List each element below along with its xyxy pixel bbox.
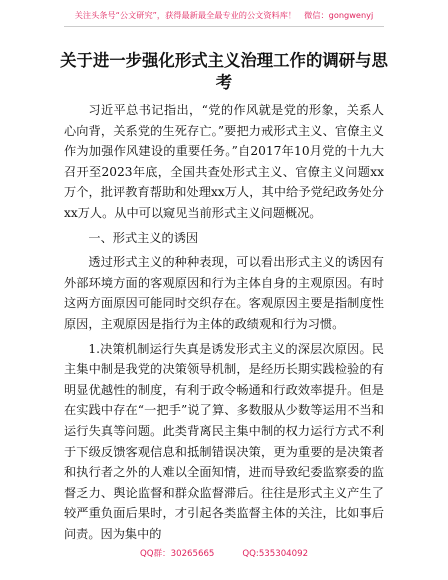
header-notice: 关注头条号“公文研究”，获得最新最全最专业的公文资料库！ (74, 10, 297, 20)
document-title: 关于进一步强化形式主义治理工作的调研与思考 (60, 51, 388, 92)
section-heading: 一、形式主义的诱因 (88, 230, 199, 245)
intro-paragraph: 习近平总书记指出，“党的作风就是党的形象，关系人心向背，关系党的生死存亡。”要把力戒形式主义、官僚主义作为加强作风建设的重要任务。”自2017年10月党的十九大召开至2023年底，全国共查处形式主义、官僚主义问题xx万个，批评教育帮助和处理xx万人，其中给予党纪政务处分xx万人。从中可以窥见当前形式主义问题概况。 (64, 103, 384, 220)
footer-qq: QQ:535304092 (242, 549, 309, 559)
decision-mechanism-paragraph: 1.决策机制运行失真是诱发形式主义的深层次原因。民主集中制是我党的决策领导机制，是经历长期实践检验的有明显优越性的制度，有利于政令畅通和行政效率提升。但是在实践中存在“一把手”说了算、多数服从少数等运用不当和运行失真等问题。此类背离民主集中制的权力运行方式不利于下级反馈客观信息和抵制错误决策，更为重要的是决策者和执行者之外的人难以全面知情，进而导致纪委监察委的监督乏力、舆论监督和群众监督滞后。往往是形式主义产生了较严重负面后果时，才引起各类监督主体的关注，比如事后问责。因为集中的 (64, 341, 384, 541)
footer-contact (0, 548, 448, 560)
causes-paragraph: 透过形式主义的种种表现，可以看出形式主义的诱因有外部环境方面的客观原因和行为主体自身的主观原因。有时这两方面原因可能同时交织存在。客观原因主要是指制度性原因，主观原因是指行为主体的政绩观和行为习惯。 (64, 255, 384, 331)
header-wechat: 微信：gongwenyj (304, 10, 374, 20)
header-divider (64, 26, 384, 27)
document-body (64, 100, 384, 548)
footer-qq-group: QQ群：30265665 (139, 549, 215, 559)
header-banner (0, 9, 448, 21)
